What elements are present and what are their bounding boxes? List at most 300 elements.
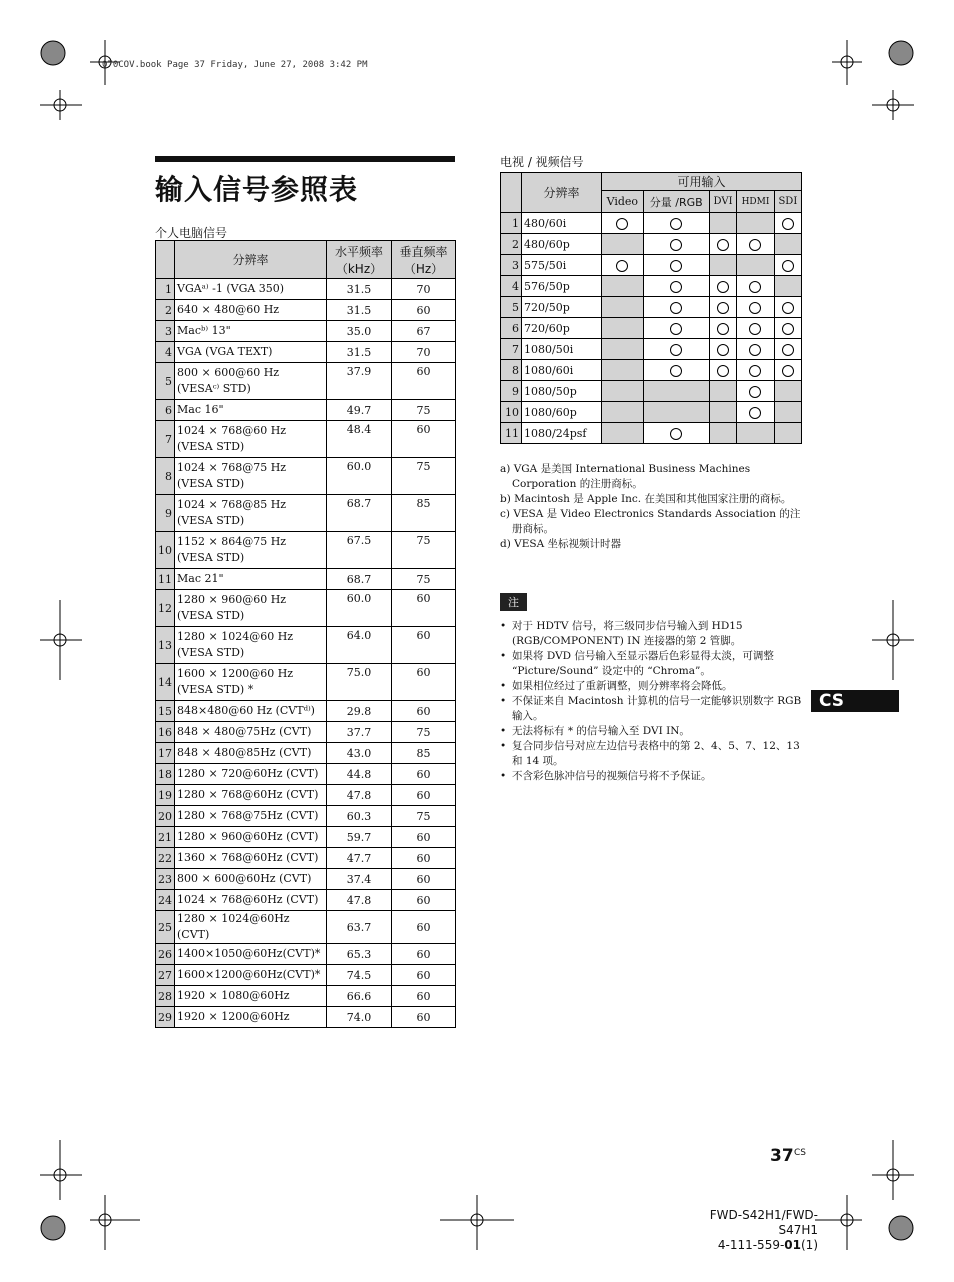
pc-row-hfreq: 59.7: [327, 827, 392, 848]
pc-table-row: [156, 342, 456, 363]
pc-row-hfreq: 29.8: [327, 701, 392, 722]
pc-table-row: [156, 421, 456, 458]
pc-row-hfreq: 35.0: [327, 321, 392, 342]
pc-row-resolution: 1280 × 768@60Hz (CVT): [175, 785, 327, 806]
tv-row-number: 11: [501, 423, 522, 444]
pc-row-vfreq: 60: [392, 363, 456, 400]
tv-cell-video: [602, 297, 644, 318]
tv-cell-hdmi: [737, 339, 775, 360]
tv-cell-hdmi: [737, 213, 775, 234]
pc-row-hfreq: 47.8: [327, 890, 392, 911]
pc-row-number: 21: [156, 827, 175, 848]
pc-row-resolution: 1600 × 1200@60 Hz (VESA STD) *: [175, 664, 327, 701]
pc-table-row: [156, 627, 456, 664]
pc-row-resolution: 1024 × 768@75 Hz (VESA STD): [175, 458, 327, 495]
tv-row-number: 8: [501, 360, 522, 381]
pc-table-row: [156, 590, 456, 627]
tv-cell-hdmi: [737, 360, 775, 381]
tv-row-number: 5: [501, 297, 522, 318]
tv-cell-sdi: [774, 402, 801, 423]
pc-row-vfreq: 75: [392, 458, 456, 495]
tv-cell-hdmi: [737, 402, 775, 423]
pc-table-row: [156, 722, 456, 743]
supported-circle-icon: [670, 302, 682, 314]
tv-cell-video: [602, 360, 644, 381]
language-tab: CS: [811, 690, 899, 712]
part-number: 4-111-559-01(1): [717, 1238, 818, 1252]
pc-table-row: [156, 279, 456, 300]
pc-row-vfreq: 60: [392, 986, 456, 1007]
tv-row-resolution: 1080/50p: [522, 381, 602, 402]
supported-circle-icon: [749, 386, 761, 398]
pc-row-number: 22: [156, 848, 175, 869]
footnote-d: d) VESA 坐标视频计时器: [500, 538, 622, 550]
tv-cell-video: [602, 381, 644, 402]
pc-row-hfreq: 31.5: [327, 300, 392, 321]
note-item: • 不保证来自 Macintosh 计算机的信号一定能够识别数字 RGB 输入。: [500, 694, 805, 724]
pc-row-resolution: 1400×1050@60Hz(CVT)*: [175, 944, 327, 965]
pc-row-vfreq: 60: [392, 785, 456, 806]
pc-row-number: 6: [156, 400, 175, 421]
page-number: 37: [770, 1146, 794, 1166]
tv-cell-dvi: [709, 339, 736, 360]
pc-row-number: 19: [156, 785, 175, 806]
tv-cell-video: [602, 276, 644, 297]
pc-row-hfreq: 37.4: [327, 869, 392, 890]
supported-circle-icon: [782, 344, 794, 356]
tv-cell-hdmi: [737, 276, 775, 297]
tv-cell-comp: [643, 318, 709, 339]
pc-row-resolution: 1024 × 768@60 Hz (VESA STD): [175, 421, 327, 458]
tv-cell-dvi: [709, 360, 736, 381]
pc-table-row: [156, 785, 456, 806]
pc-row-resolution: 1600×1200@60Hz(CVT)*: [175, 965, 327, 986]
pc-row-hfreq: 60.0: [327, 590, 392, 627]
tv-cell-comp: [643, 297, 709, 318]
pc-row-resolution: 1280 × 1024@60Hz (CVT): [175, 911, 327, 944]
pc-row-vfreq: 70: [392, 342, 456, 363]
supported-circle-icon: [749, 344, 761, 356]
supported-circle-icon: [749, 281, 761, 293]
tv-row-resolution: 480/60i: [522, 213, 602, 234]
tv-table-row: [501, 234, 802, 255]
tv-cell-dvi: [709, 402, 736, 423]
pc-table-row: [156, 827, 456, 848]
tv-header-dvi: DVI: [709, 191, 736, 213]
supported-circle-icon: [749, 365, 761, 377]
pc-corner-cell: [156, 241, 175, 279]
pc-table-row: [156, 764, 456, 785]
tv-table-row: [501, 423, 802, 444]
tv-header-component: 分量 /RGB: [643, 191, 709, 213]
supported-circle-icon: [670, 428, 682, 440]
tv-cell-video: [602, 213, 644, 234]
tv-cell-comp: [643, 213, 709, 234]
supported-circle-icon: [670, 344, 682, 356]
pc-table-row: [156, 701, 456, 722]
tv-cell-comp: [643, 276, 709, 297]
pc-row-vfreq: 60: [392, 827, 456, 848]
pc-row-number: 13: [156, 627, 175, 664]
pc-row-vfreq: 60: [392, 1007, 456, 1028]
tv-cell-sdi: [774, 423, 801, 444]
note-item: • 复合同步信号对应左边信号表格中的第 2、4、5、7、12、13 和 14 项。: [500, 739, 805, 769]
pc-row-vfreq: 60: [392, 701, 456, 722]
supported-circle-icon: [749, 407, 761, 419]
pc-row-hfreq: 63.7: [327, 911, 392, 944]
tv-row-resolution: 1080/24psf: [522, 423, 602, 444]
tv-cell-sdi: [774, 381, 801, 402]
pc-table-row: [156, 495, 456, 532]
tv-table-row: [501, 360, 802, 381]
supported-circle-icon: [782, 302, 794, 314]
tv-row-resolution: 720/60p: [522, 318, 602, 339]
pc-row-vfreq: 85: [392, 743, 456, 764]
pc-row-resolution: 1024 × 768@60Hz (CVT): [175, 890, 327, 911]
pc-row-hfreq: 66.6: [327, 986, 392, 1007]
pc-row-number: 28: [156, 986, 175, 1007]
pc-row-number: 1: [156, 279, 175, 300]
tv-row-number: 6: [501, 318, 522, 339]
supported-circle-icon: [670, 323, 682, 335]
pc-row-number: 14: [156, 664, 175, 701]
pc-row-number: 12: [156, 590, 175, 627]
pc-row-vfreq: 75: [392, 569, 456, 590]
supported-circle-icon: [717, 302, 729, 314]
pc-table-row: [156, 363, 456, 400]
tv-row-number: 10: [501, 402, 522, 423]
pc-table-row: [156, 458, 456, 495]
pc-header-hfreq: 水平频率 （kHz）: [327, 241, 392, 279]
tv-row-resolution: 575/50i: [522, 255, 602, 276]
pc-row-number: 9: [156, 495, 175, 532]
tv-row-resolution: 1080/50i: [522, 339, 602, 360]
pc-row-vfreq: 60: [392, 300, 456, 321]
supported-circle-icon: [717, 239, 729, 251]
note-item: • 如果将 DVD 信号输入至显示器后色彩显得太淡，可调整 “Picture/Sound” 设定中的 “Chroma”。: [500, 649, 805, 679]
tv-cell-dvi: [709, 213, 736, 234]
page-number-suffix: CS: [794, 1148, 806, 1158]
pc-row-hfreq: 48.4: [327, 421, 392, 458]
pc-row-number: 26: [156, 944, 175, 965]
pc-row-resolution: VGAᵃ⁾ -1 (VGA 350): [175, 279, 327, 300]
pc-row-number: 24: [156, 890, 175, 911]
header-file-line: 070COV.book Page 37 Friday, June 27, 2008 3:42 PM: [102, 60, 368, 70]
pc-row-resolution: 1920 × 1200@60Hz: [175, 1007, 327, 1028]
pc-row-number: 11: [156, 569, 175, 590]
pc-row-hfreq: 67.5: [327, 532, 392, 569]
supported-circle-icon: [782, 323, 794, 335]
footnote-b: b) Macintosh 是 Apple Inc. 在美国和其他国家注册的商标。: [500, 493, 792, 505]
pc-signal-table: [155, 240, 456, 1028]
tv-table-row: [501, 213, 802, 234]
pc-table-row: [156, 869, 456, 890]
tv-cell-sdi: [774, 360, 801, 381]
pc-row-resolution: 1280 × 768@75Hz (CVT): [175, 806, 327, 827]
pc-row-resolution: 1152 × 864@75 Hz (VESA STD): [175, 532, 327, 569]
note-item: • 如果相位经过了重新调整，则分辨率将会降低。: [500, 679, 805, 694]
pc-row-number: 5: [156, 363, 175, 400]
pc-table-row: [156, 321, 456, 342]
tv-signal-table: [500, 172, 802, 444]
pc-row-number: 10: [156, 532, 175, 569]
tv-table-row: [501, 255, 802, 276]
tv-cell-video: [602, 339, 644, 360]
pc-row-number: 3: [156, 321, 175, 342]
supported-circle-icon: [782, 365, 794, 377]
pc-row-resolution: Macᵇ⁾ 13": [175, 321, 327, 342]
tv-cell-hdmi: [737, 381, 775, 402]
supported-circle-icon: [782, 260, 794, 272]
pc-row-hfreq: 37.9: [327, 363, 392, 400]
pc-row-vfreq: 67: [392, 321, 456, 342]
tv-cell-dvi: [709, 255, 736, 276]
tv-cell-video: [602, 423, 644, 444]
pc-row-number: 23: [156, 869, 175, 890]
pc-row-resolution: Mac 21": [175, 569, 327, 590]
pc-row-vfreq: 60: [392, 627, 456, 664]
tv-table-row: [501, 297, 802, 318]
pc-row-vfreq: 60: [392, 965, 456, 986]
footnote-c: c) VESA 是 Video Electronics Standards Association 的注册商标。: [500, 508, 801, 535]
tv-row-number: 7: [501, 339, 522, 360]
pc-row-hfreq: 75.0: [327, 664, 392, 701]
pc-table-row: [156, 400, 456, 421]
pc-row-resolution: 800 × 600@60Hz (CVT): [175, 869, 327, 890]
pc-table-row: [156, 300, 456, 321]
footnote-a: a) VGA 是美国 International Business Machines Corporation 的注册商标。: [500, 463, 751, 490]
tv-table-row: [501, 339, 802, 360]
note-label: 注: [500, 593, 527, 611]
tv-cell-hdmi: [737, 234, 775, 255]
pc-row-number: 17: [156, 743, 175, 764]
supported-circle-icon: [670, 218, 682, 230]
note-item: • 不含彩色脉冲信号的视频信号将不予保证。: [500, 769, 805, 784]
tv-cell-dvi: [709, 381, 736, 402]
tv-table-row: [501, 381, 802, 402]
tv-corner-cell: [501, 173, 522, 213]
pc-row-resolution: 640 × 480@60 Hz: [175, 300, 327, 321]
tv-cell-comp: [643, 402, 709, 423]
tv-cell-hdmi: [737, 318, 775, 339]
tv-row-number: 1: [501, 213, 522, 234]
supported-circle-icon: [616, 260, 628, 272]
tv-cell-video: [602, 402, 644, 423]
supported-circle-icon: [670, 365, 682, 377]
pc-row-vfreq: 60: [392, 869, 456, 890]
tv-table-row: [501, 276, 802, 297]
tv-cell-sdi: [774, 255, 801, 276]
tv-section-label: 电视 / 视频信号: [500, 155, 584, 169]
supported-circle-icon: [717, 344, 729, 356]
tv-cell-sdi: [774, 276, 801, 297]
pc-table-row: [156, 986, 456, 1007]
pc-row-vfreq: 60: [392, 664, 456, 701]
pc-table-row: [156, 743, 456, 764]
model-info: [672, 1208, 818, 1253]
pc-row-hfreq: 31.5: [327, 279, 392, 300]
pc-row-hfreq: 43.0: [327, 743, 392, 764]
pc-row-vfreq: 60: [392, 944, 456, 965]
pc-row-hfreq: 31.5: [327, 342, 392, 363]
tv-cell-sdi: [774, 297, 801, 318]
supported-circle-icon: [749, 239, 761, 251]
pc-table-row: [156, 1007, 456, 1028]
supported-circle-icon: [717, 365, 729, 377]
pc-row-hfreq: 37.7: [327, 722, 392, 743]
tv-row-number: 3: [501, 255, 522, 276]
pc-row-vfreq: 75: [392, 400, 456, 421]
pc-row-vfreq: 75: [392, 806, 456, 827]
tv-header-available: 可用输入: [602, 173, 802, 191]
pc-row-resolution: 1024 × 768@85 Hz (VESA STD): [175, 495, 327, 532]
pc-row-hfreq: 49.7: [327, 400, 392, 421]
tv-cell-comp: [643, 381, 709, 402]
tv-row-resolution: 1080/60i: [522, 360, 602, 381]
pc-table-row: [156, 965, 456, 986]
pc-row-hfreq: 68.7: [327, 495, 392, 532]
pc-table-row: [156, 911, 456, 944]
pc-row-hfreq: 60.3: [327, 806, 392, 827]
tv-header-video: Video: [602, 191, 644, 213]
supported-circle-icon: [749, 302, 761, 314]
tv-table-row: [501, 318, 802, 339]
pc-row-hfreq: 47.8: [327, 785, 392, 806]
pc-row-hfreq: 65.3: [327, 944, 392, 965]
tv-cell-video: [602, 318, 644, 339]
tv-cell-comp: [643, 255, 709, 276]
pc-table-row: [156, 532, 456, 569]
supported-circle-icon: [616, 218, 628, 230]
pc-row-resolution: 1360 × 768@60Hz (CVT): [175, 848, 327, 869]
pc-row-vfreq: 75: [392, 722, 456, 743]
pc-row-hfreq: 74.5: [327, 965, 392, 986]
pc-row-number: 25: [156, 911, 175, 944]
tv-header-hdmi: HDMI: [737, 191, 775, 213]
pc-row-vfreq: 60: [392, 890, 456, 911]
tv-row-number: 2: [501, 234, 522, 255]
tv-row-resolution: 576/50p: [522, 276, 602, 297]
tv-cell-sdi: [774, 339, 801, 360]
pc-row-number: 2: [156, 300, 175, 321]
pc-row-resolution: 1280 × 960@60Hz (CVT): [175, 827, 327, 848]
pc-row-number: 16: [156, 722, 175, 743]
page-title: 输入信号参照表: [155, 173, 359, 206]
supported-circle-icon: [749, 323, 761, 335]
tv-cell-comp: [643, 339, 709, 360]
tv-cell-hdmi: [737, 255, 775, 276]
pc-table-row: [156, 664, 456, 701]
tv-row-resolution: 720/50p: [522, 297, 602, 318]
supported-circle-icon: [670, 281, 682, 293]
tv-row-number: 9: [501, 381, 522, 402]
pc-table-row: [156, 569, 456, 590]
pc-table-row: [156, 890, 456, 911]
pc-row-resolution: 1280 × 720@60Hz (CVT): [175, 764, 327, 785]
pc-row-number: 8: [156, 458, 175, 495]
pc-row-resolution: 800 × 600@60 Hz (VESAᶜ⁾ STD): [175, 363, 327, 400]
pc-row-vfreq: 70: [392, 279, 456, 300]
note-item: • 无法将标有 * 的信号输入至 DVI IN。: [500, 724, 805, 739]
pc-table-row: [156, 944, 456, 965]
pc-row-resolution: 1280 × 960@60 Hz (VESA STD): [175, 590, 327, 627]
model-name: FWD-S42H1/FWD-S47H1: [709, 1208, 818, 1237]
pc-row-number: 18: [156, 764, 175, 785]
pc-row-vfreq: 85: [392, 495, 456, 532]
pc-row-resolution: 848×480@60 Hz (CVTᵈ⁾): [175, 701, 327, 722]
pc-row-vfreq: 60: [392, 590, 456, 627]
pc-header-resolution: 分辨率: [175, 241, 327, 279]
tv-cell-comp: [643, 360, 709, 381]
pc-row-number: 29: [156, 1007, 175, 1028]
tv-row-number: 4: [501, 276, 522, 297]
pc-row-vfreq: 75: [392, 532, 456, 569]
pc-row-vfreq: 60: [392, 764, 456, 785]
pc-row-resolution: 1280 × 1024@60 Hz (VESA STD): [175, 627, 327, 664]
tv-cell-hdmi: [737, 423, 775, 444]
tv-cell-sdi: [774, 234, 801, 255]
supported-circle-icon: [670, 260, 682, 272]
tv-cell-sdi: [774, 213, 801, 234]
pc-row-resolution: 848 × 480@85Hz (CVT): [175, 743, 327, 764]
pc-row-resolution: 1920 × 1080@60Hz: [175, 986, 327, 1007]
tv-cell-comp: [643, 423, 709, 444]
tv-cell-video: [602, 255, 644, 276]
pc-row-resolution: VGA (VGA TEXT): [175, 342, 327, 363]
tv-cell-dvi: [709, 276, 736, 297]
tv-cell-dvi: [709, 297, 736, 318]
tv-cell-dvi: [709, 423, 736, 444]
tv-cell-comp: [643, 234, 709, 255]
pc-row-number: 7: [156, 421, 175, 458]
pc-section-label: 个人电脑信号: [155, 226, 228, 240]
note-item: • 对于 HDTV 信号，将三级同步信号输入到 HD15 (RGB/COMPONENT) IN 连接器的第 2 管脚。: [500, 619, 805, 649]
pc-row-number: 27: [156, 965, 175, 986]
pc-row-resolution: Mac 16": [175, 400, 327, 421]
supported-circle-icon: [717, 281, 729, 293]
tv-cell-sdi: [774, 318, 801, 339]
title-rule: [155, 156, 455, 162]
pc-row-hfreq: 44.8: [327, 764, 392, 785]
pc-row-vfreq: 60: [392, 421, 456, 458]
tv-header-resolution: 分辨率: [522, 173, 602, 213]
pc-table-row: [156, 806, 456, 827]
pc-row-resolution: 848 × 480@75Hz (CVT): [175, 722, 327, 743]
pc-row-vfreq: 60: [392, 911, 456, 944]
footnotes: [500, 462, 805, 552]
pc-row-hfreq: 68.7: [327, 569, 392, 590]
tv-table-row: [501, 402, 802, 423]
tv-cell-video: [602, 234, 644, 255]
pc-row-number: 20: [156, 806, 175, 827]
pc-row-hfreq: 64.0: [327, 627, 392, 664]
pc-row-hfreq: 47.7: [327, 848, 392, 869]
supported-circle-icon: [717, 323, 729, 335]
tv-row-resolution: 480/60p: [522, 234, 602, 255]
pc-header-vfreq: 垂直频率 （Hz）: [392, 241, 456, 279]
supported-circle-icon: [782, 218, 794, 230]
pc-row-number: 15: [156, 701, 175, 722]
pc-table-row: [156, 848, 456, 869]
pc-row-hfreq: 74.0: [327, 1007, 392, 1028]
tv-row-resolution: 1080/60p: [522, 402, 602, 423]
pc-row-number: 4: [156, 342, 175, 363]
tv-cell-dvi: [709, 234, 736, 255]
pc-row-hfreq: 60.0: [327, 458, 392, 495]
notes-list: [500, 619, 805, 784]
tv-header-sdi: SDI: [774, 191, 801, 213]
supported-circle-icon: [670, 239, 682, 251]
